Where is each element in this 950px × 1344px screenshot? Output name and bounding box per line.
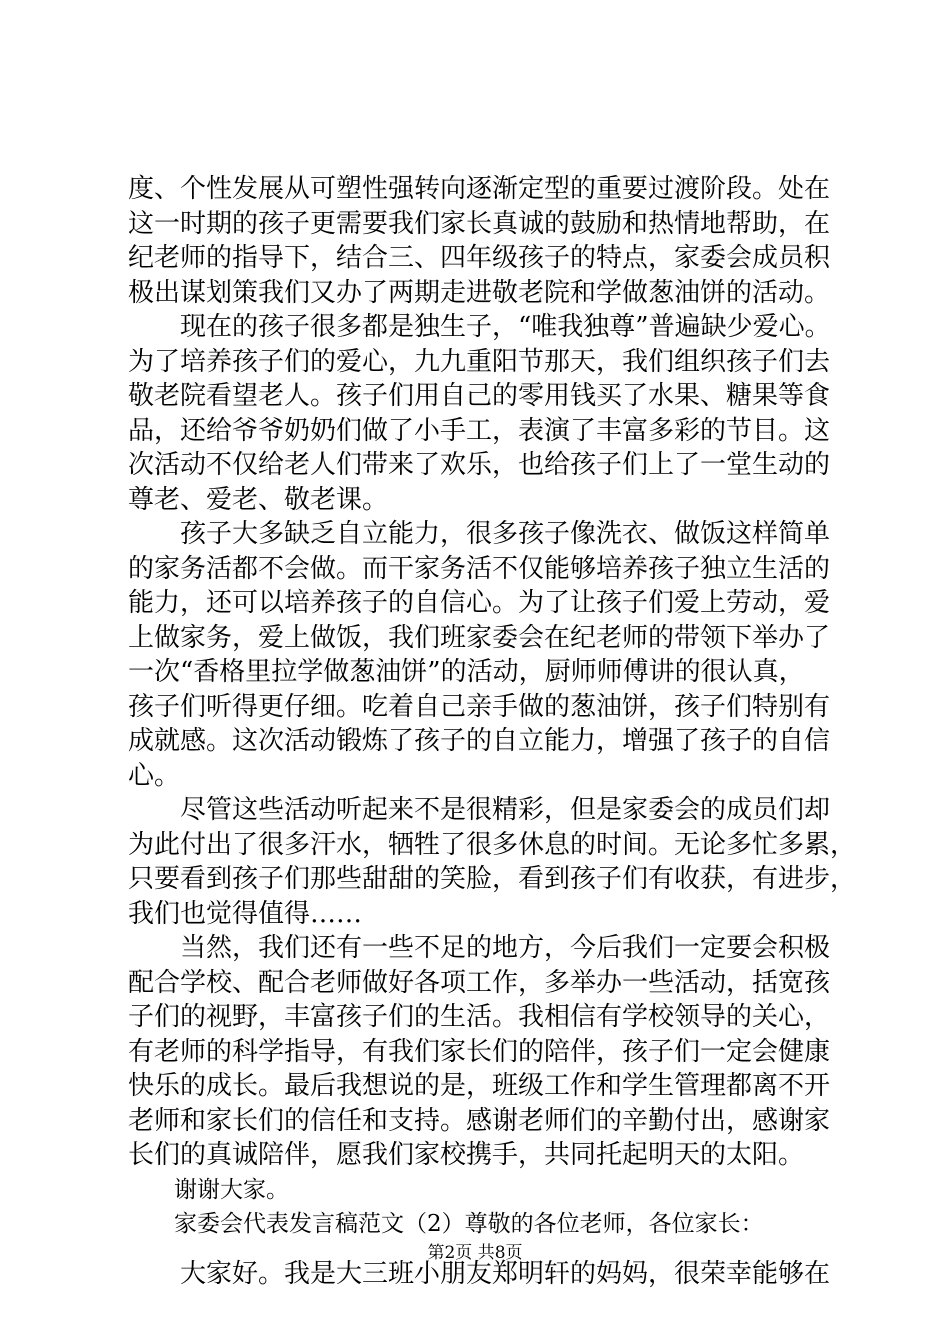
text-line-12: 的家务活都不会做。而干家务活不仅能够培养孩子独立生活的 [128,553,831,584]
text-line-23: 当然，我们还有一些不足的地方，今后我们一定要会积极 [128,933,831,963]
text-line-7: 敬老院看望老人。孩子们用自己的零用钱买了水果、糖果等食 [128,381,831,411]
text-line-17: 成就感。这次活动锻炼了孩子的自立能力，增强了孩子的自信 [128,726,831,756]
text-line-28: 老师和家长们的信任和支持。感谢老师们的辛勤付出，感谢家 [128,1105,831,1136]
text-line-13: 能力，还可以培养孩子的自信心。为了让孩子们爱上劳动，爱 [128,588,831,618]
text-line-2: 这一时期的孩子更需要我们家长真诚的鼓励和热情地帮助，在 [128,208,831,239]
text-line-11: 孩子大多缺乏自立能力，很多孩子像洗衣、做饭这样简单 [128,519,831,549]
text-line-14: 上做家务，爱上做饭，我们班家委会在纪老师的带领下举办了 [128,622,831,653]
text-line-10: 尊老、爱老、敬老课。 [128,484,389,515]
text-line-15: 一次“香格里拉学做葱油饼”的活动，厨师师傅讲的很认真， [128,657,805,687]
text-line-25: 子们的视野，丰富孩子们的生活。我相信有学校领导的关心， [128,1002,831,1032]
text-line-18: 心。 [128,760,181,791]
text-line-26: 有老师的科学指导，有我们家长们的陪伴，孩子们一定会健康 [128,1036,831,1067]
text-line-last: 大家好。我是大三班小朋友郑明轩的妈妈，很荣幸能够在 [128,1258,831,1289]
text-line-22: 我们也觉得值得…… [128,898,363,929]
page-footer: 第2页 共8页 [427,1243,523,1263]
text-line-27: 快乐的成长。最后我想说的是，班级工作和学生管理都离不开 [128,1071,831,1101]
text-line-4: 极出谋划策我们又办了两期走进敬老院和学做葱油饼的活动。 [128,277,831,308]
text-line-16: 孩子们听得更仔细。吃着自己亲手做的葱油饼，孩子们特别有 [128,691,831,722]
text-line-3: 纪老师的指导下，结合三、四年级孩子的特点，家委会成员积 [128,243,831,273]
text-line-19: 尽管这些活动听起来不是很精彩，但是家委会的成员们却 [128,795,831,825]
document-body [128,172,857,1291]
text-line-6: 为了培养孩子们的爱心，九九重阳节那天，我们组织孩子们去 [128,346,831,377]
text-line-20: 为此付出了很多汗水，牺牲了很多休息的时间。无论多忙多累， [128,829,857,860]
text-line-8: 品，还给爷爷奶奶们做了小手工，表演了丰富多彩的节目。这 [128,415,831,446]
text-line-1: 度、个性发展从可塑性强转向逐渐定型的重要过渡阶段。处在 [128,174,831,204]
text-line-24: 配合学校、配合老师做好各项工作，多举办一些活动，括宽孩 [128,967,831,998]
thanks-line: 谢谢大家。 [128,1176,289,1203]
text-line-21: 只要看到孩子们那些甜甜的笑脸，看到孩子们有收获，有进步， [128,864,857,894]
text-line-5: 现在的孩子很多都是独生子，“唯我独尊”普遍缺少爱心。 [128,312,831,342]
text-line-29: 长们的真诚陪伴，愿我们家校携手，共同托起明天的太阳。 [128,1140,805,1170]
section-heading: 家委会代表发言稿范文（2）尊敬的各位老师，各位家长： [128,1211,764,1237]
text-line-9: 次活动不仅给老人们带来了欢乐，也给孩子们上了一堂生动的 [128,450,831,480]
